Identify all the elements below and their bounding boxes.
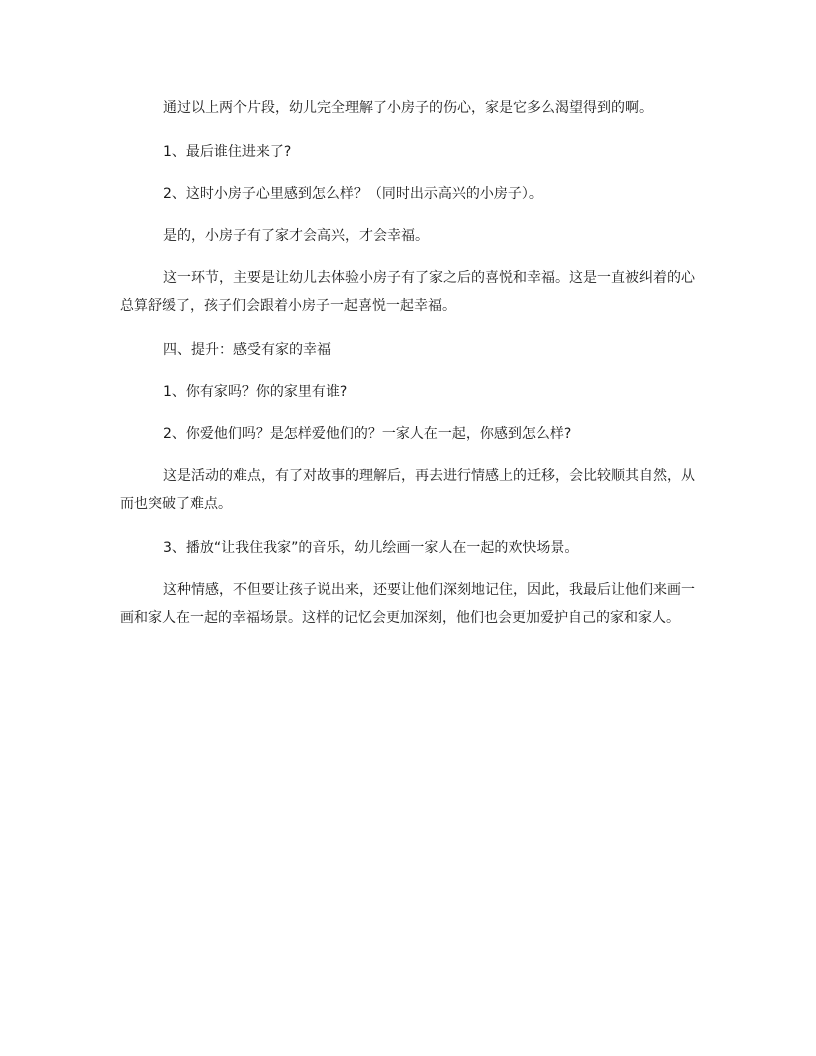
paragraph-1 (120, 94, 698, 122)
paragraph-8-text: 2、你爱他们吗？是怎样爱他们的？一家人在一起，你感到怎么样? (163, 426, 572, 442)
paragraph-10 (120, 534, 698, 562)
paragraph-8 (120, 420, 698, 448)
paragraph-7 (120, 378, 698, 406)
section-heading (120, 336, 698, 364)
paragraph-2 (120, 138, 698, 166)
paragraph-10-text: 3、播放“让我住我家”的音乐，幼儿绘画一家人在一起的欢快场景。 (163, 540, 579, 556)
paragraph-7-text: 1、你有家吗？你的家里有谁? (163, 384, 348, 400)
paragraph-3-text: 2、这时小房子心里感到怎么样？（同时出示高兴的小房子）。 (163, 186, 543, 202)
paragraph-1-text: 通过以上两个片段，幼儿完全理解了小房子的伤心，家是它多么渴望得到的啊。 (163, 100, 653, 116)
paragraph-11-text: 这种情感，不但要让孩子说出来，还要让他们深刻地记住，因此，我最后让他们来画一画和家人在一起的幸福场景。这样的记忆会更加深刻，他们也会更加爱护自己的家和家人。 (120, 582, 695, 626)
paragraph-3 (120, 180, 698, 208)
section-heading-text: 四、提升：感受有家的幸福 (163, 342, 331, 358)
paragraph-5-text: 这一环节，主要是让幼儿去体验小房子有了家之后的喜悦和幸福。这是一直被纠着的心总算舒缓了，孩子们会跟着小房子一起喜悦一起幸福。 (120, 270, 695, 314)
paragraph-4 (120, 222, 698, 250)
paragraph-9-text: 这是活动的难点，有了对故事的理解后，再去进行情感上的迁移，会比较顺其自然，从而也突破了难点。 (120, 468, 695, 512)
paragraph-2-text: 1、最后谁住进来了? (163, 144, 292, 160)
paragraph-11 (120, 576, 698, 632)
paragraph-4-text: 是的，小房子有了家才会高兴，才会幸福。 (163, 228, 429, 244)
paragraph-5 (120, 264, 698, 320)
paragraph-9 (120, 462, 698, 518)
